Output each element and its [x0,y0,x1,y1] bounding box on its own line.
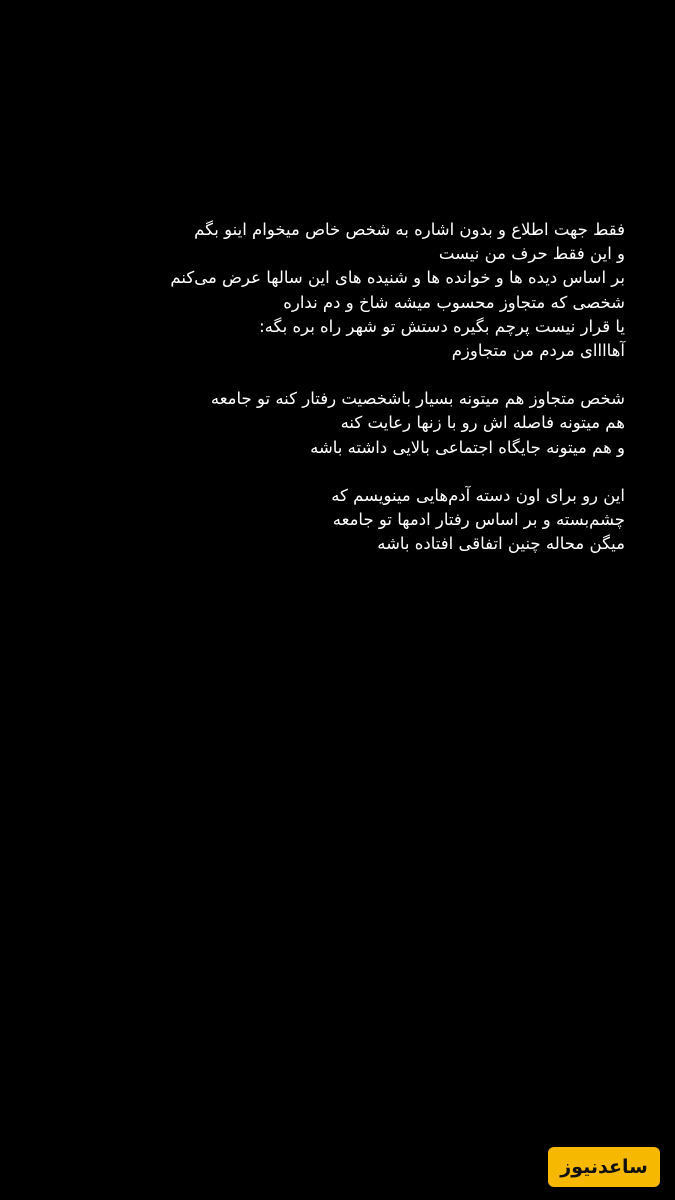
story-paragraph-1 [40,218,625,363]
story-line: شخصی که متجاوز محسوب میشه شاخ و دم نداره [283,292,625,312]
story-paragraph-2 [40,387,625,460]
story-line: فقط جهت اطلاع و بدون اشاره به شخص خاص میخوام اینو بگم [194,220,625,239]
story-line: شخص متجاوز هم میتونه بسیار باشخصیت رفتار کنه تو جامعه [210,389,625,409]
watermark-text: ساعدنیوز [560,1156,648,1178]
story-text-block [40,218,625,556]
story-line: آهااااى مردم من متجاوزم [451,341,625,361]
story-line: هم میتونه فاصله اش رو با زنها رعایت کنه [340,413,625,433]
story-line: و این فقط حرف من نیست [438,244,625,264]
saednews-watermark-logo [548,1147,660,1187]
story-line: میگن محاله چنین اتفاقی افتاده باشه [377,534,625,554]
story-line: یا قرار نیست پرچم بگیره دستش تو شهر راه بره بگه: [259,316,625,336]
story-paragraph-3 [40,484,625,557]
story-line: چشم‌بسته و بر اساس رفتار ادمها تو جامعه [332,510,625,530]
story-line: و هم میتونه جایگاه اجتماعی بالایی داشته باشه [310,437,625,457]
story-line: این رو برای اون دسته آدم‌هایی مینویسم که [331,485,625,505]
story-line: بر اساس دیده ها و خوانده ها و شنیده های این سالها عرض می‌کنم [170,268,625,288]
